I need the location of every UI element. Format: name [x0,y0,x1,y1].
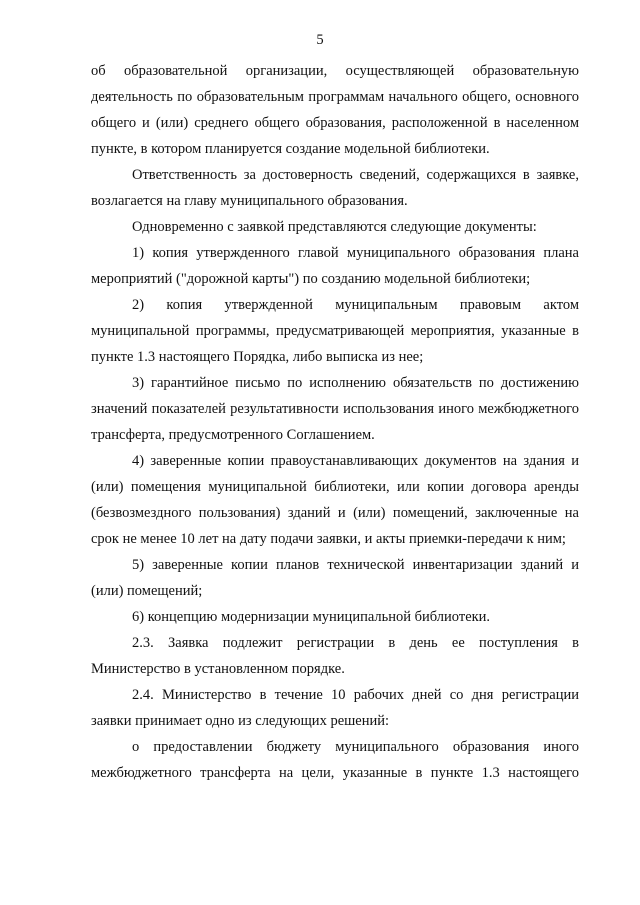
paragraph: Одновременно с заявкой представляются следующие документы: [132,219,537,235]
paragraph: 6) концепцию модернизации муниципальной библиотеки. [132,609,491,625]
paragraph: 1) копия утвержденного главой муниципального образования плана мероприятий ("дорожной карты") по созданию модельной библиотеки; [91,245,579,287]
page-number: 5 [316,32,324,48]
paragraph: 4) заверенные копии правоустанавливающих документов на здания и (или) помещения муниципальной библиотеки, или копии договора аренды (безвозмездного пользования) зданий и (или) помещений, заключенные на срок не менее 10 лет на дату подачи заявки, и акты приемки-передачи к ним; [91,453,579,547]
paragraph: 3) гарантийное письмо по исполнению обязательств по достижению значений показателей результативности использования иного межбюджетного трансферта, предусмотренного Соглашением. [91,375,579,443]
document-body [91,58,579,786]
paragraph: 2.3. Заявка подлежит регистрации в день ее поступления в Министерство в установленном порядке. [91,635,579,677]
paragraph: о предоставлении бюджету муниципального образования иного межбюджетного трансферта на цели, указанные в пункте 1.3 настоящего [91,739,579,781]
paragraph: об образовательной организации, осуществляющей образовательную деятельность по образовательным программам начального общего, основного общего и (или) среднего общего образования, расположенной в населенном пункте, в котором планируется создание модельной библиотеки. [91,63,579,157]
paragraph: 5) заверенные копии планов технической инвентаризации зданий и (или) помещений; [91,557,579,599]
paragraph: 2) копия утвержденной муниципальным правовым актом муниципальной программы, предусматривающей мероприятия, указанные в пункте 1.3 настоящего Порядка, либо выписка из нее; [91,297,579,365]
paragraph: Ответственность за достоверность сведений, содержащихся в заявке, возлагается на главу муниципального образования. [91,167,579,209]
paragraph: 2.4. Министерство в течение 10 рабочих дней со дня регистрации заявки принимает одно из следующих решений: [91,687,579,729]
